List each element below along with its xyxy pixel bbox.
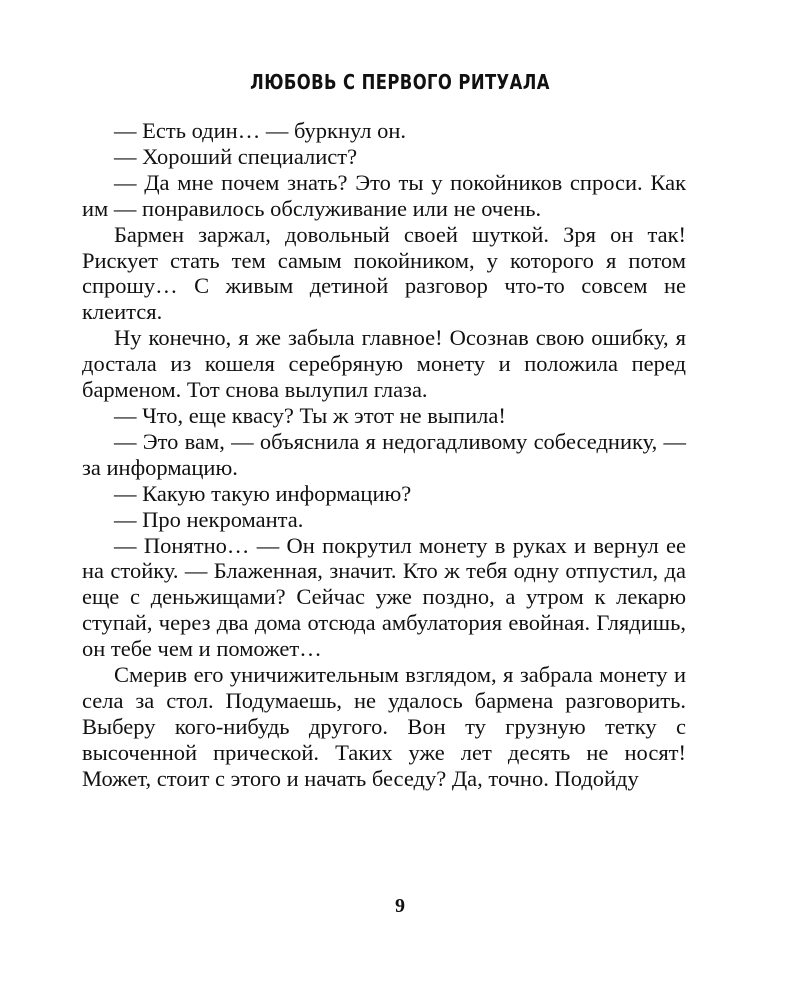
paragraph: — Что, еще квасу? Ты ж этот не выпила! bbox=[114, 402, 506, 428]
paragraph: — Понятно… — Он покрутил монету в руках и вернул ее на стойку. — Блаженная, значит. Кто ж тебя одну отпустил, да еще с деньжищами? Сейчас уже поздно, а утром к лекарю ступай, через два дома отсюда амбулатория евойная. Глядишь, он тебе чем и поможет… bbox=[82, 532, 686, 662]
page-number: 9 bbox=[395, 895, 405, 917]
running-header: ЛЮБОВЬ С ПЕРВОГО РИТУАЛА bbox=[250, 70, 550, 94]
paragraph: — Да мне почем знать? Это ты у покойников спроси. Как им — понравилось обслуживание или не очень. bbox=[82, 169, 686, 221]
paragraph: Смерив его уничижительным взглядом, я забрала монету и села за стол. Подумаешь, не удалось бармена разговорить. Выберу кого-нибудь другого. Вон ту грузную тетку с высоченной прической. Таких уже лет десять не носят! Может, стоит с этого и начать беседу? Да, точно. Подойду bbox=[82, 662, 686, 791]
paragraph: — Это вам, — объяснила я недогадливому собеседнику, — за информацию. bbox=[82, 428, 686, 480]
paragraph: — Есть один… — буркнул он. bbox=[114, 118, 407, 143]
paragraph: Ну конечно, я же забыла главное! Осознав свою ошибку, я достала из кошеля серебряную монету и положила перед барменом. Тот снова вылупил глаза. bbox=[82, 325, 686, 403]
paragraph: — Какую такую информацию? bbox=[114, 480, 412, 506]
paragraph: Бармен заржал, довольный своей шуткой. Зря он так! Рискует стать тем самым покойником, у которого я потом спрошу… С живым детиной разговор что-то совсем не клеится. bbox=[82, 221, 686, 325]
paragraph: — Про некроманта. bbox=[114, 506, 304, 532]
body-text bbox=[82, 118, 686, 792]
paragraph: — Хороший специалист? bbox=[114, 143, 358, 169]
